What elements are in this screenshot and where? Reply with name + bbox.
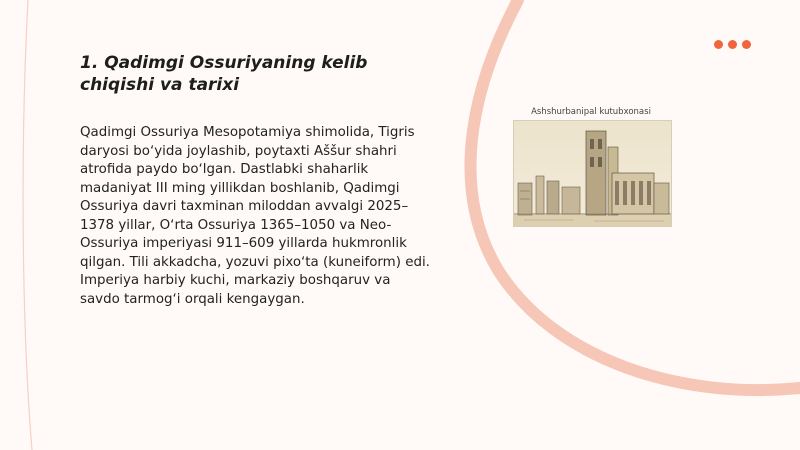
slide-title: 1. Qadimgi Ossuriyaning kelib chiqishi va tarixi [80, 53, 368, 95]
image-caption: Ashshurbanipal kutubxonasi [531, 107, 651, 117]
ancient-city-illustration-icon [513, 120, 672, 227]
dot-icon [742, 40, 751, 49]
dot-icon [714, 40, 723, 49]
slide-body-text: Qadimgi Ossuriya Mesopotamiya shimolida, Tigris daryosi boʻyida joylashib, poytaxti Aššur shahri atrofida paydo boʻlgan. Dastlabki shaharlik madaniyat III ming yillikdan boshlanib, Qadimgi Ossuriya davri taxminan miloddan avvalgi 2025–1378 yillar, Oʻrta Ossuriya 1365–1050 va Neo-Ossuriya imperiyasi 911–609 yillarda hukmronlik qilgan. Tili akkadcha, yozuvi pixoʻta (kuneiform) edi. Imperiya harbiy kuchi, markaziy boshqaruv va savdo tarmogʻi orqali kengaygan. [80, 125, 430, 307]
dot-icon [728, 40, 737, 49]
menu-dots-icon[interactable] [714, 40, 751, 49]
